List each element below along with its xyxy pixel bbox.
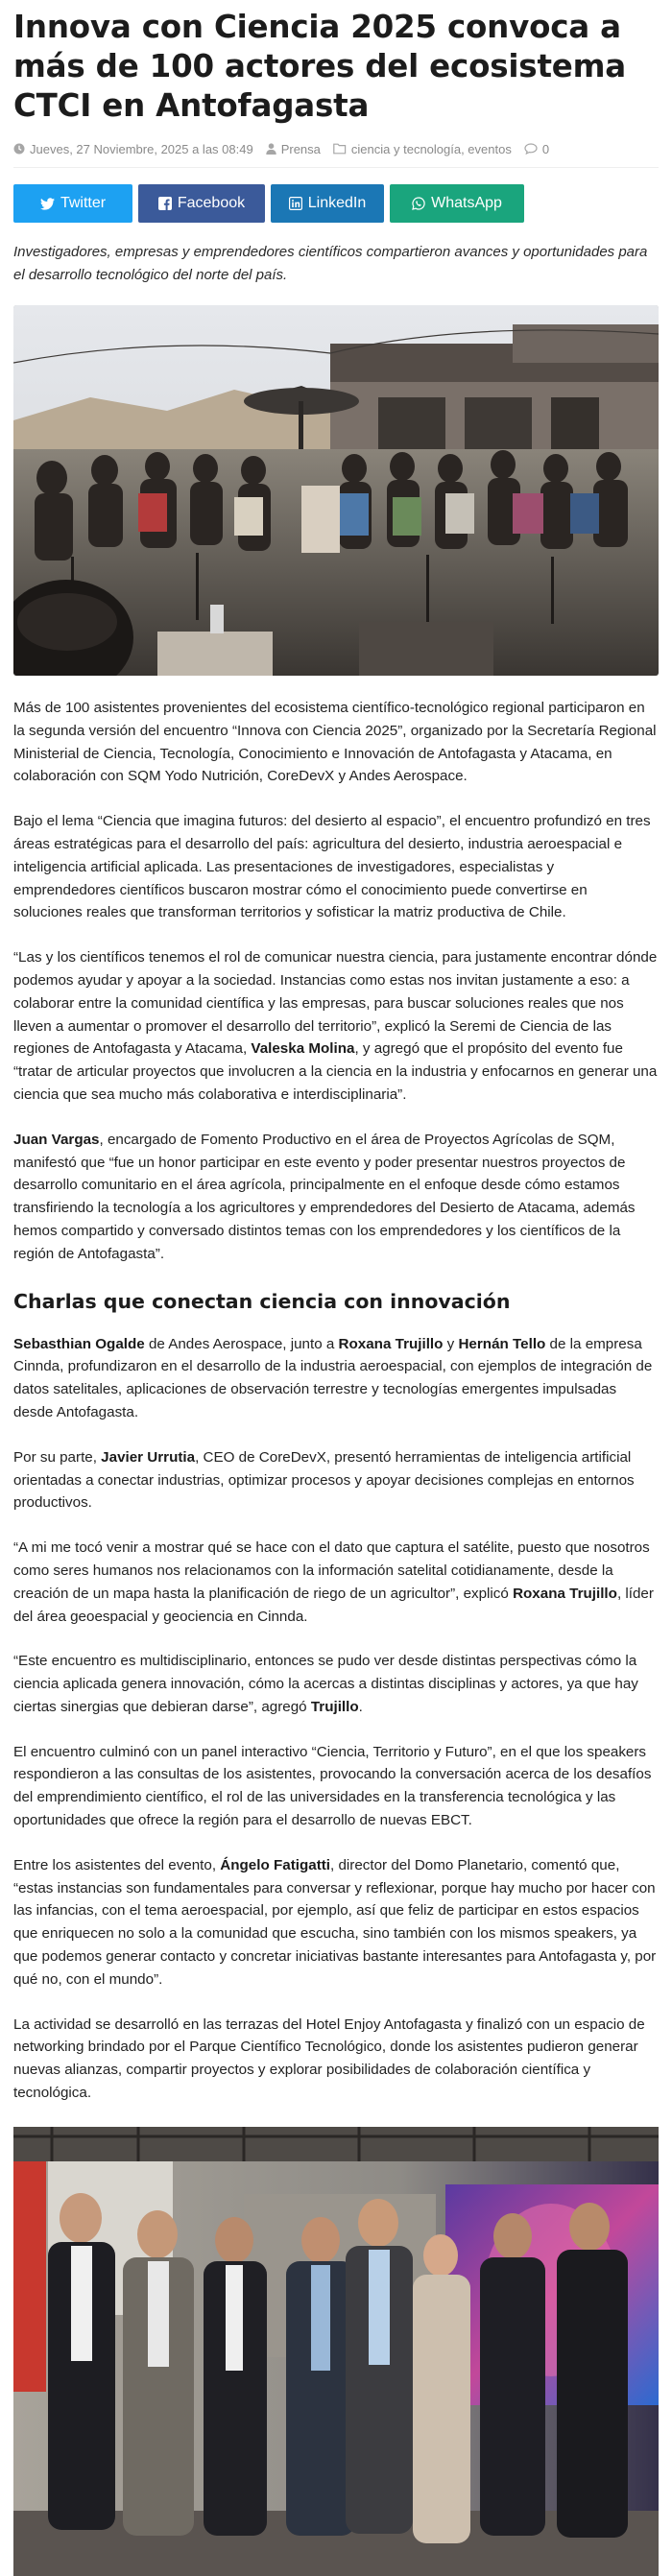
whatsapp-label: WhatsApp bbox=[431, 195, 502, 211]
article bbox=[0, 8, 672, 2576]
meta-categories[interactable] bbox=[333, 142, 512, 156]
p10-text-b: , director del Domo Planetario, comentó que, “estas instancias son fundamentales para conversar y reflexionar, porque hay mucho por hacer con las infancias, con el tema aeroespacial, por ejemplo, así que feliz de participar en estos espacios que enriquecen no solo a la comunidad que escucha, sino también con los mismos speakers, ya que podemos generar contacto y concretar iniciativas bastante interesantes para Antofagasta y, por qué no, con el mundo”. bbox=[13, 1856, 657, 1988]
meta-comments-count[interactable]: 0 bbox=[541, 141, 550, 156]
share-buttons bbox=[13, 184, 659, 223]
name-sebasthian-ogalde: Sebasthian Ogalde bbox=[13, 1335, 145, 1352]
facebook-share-button[interactable] bbox=[138, 184, 265, 223]
meta-author-text[interactable]: Prensa bbox=[280, 141, 321, 156]
name-valeska-molina: Valeska Molina bbox=[251, 1040, 355, 1058]
p3-text-b: , y agregó que el propósito del evento fue “tratar de articular proyectos que involucren a la ciencia en la industria y enfocarnos en generar una ciencia que sea mucho más colaborativa e interdisciplinaria”. bbox=[13, 1040, 658, 1103]
article-title: Innova con Ciencia 2025 convoca a más de 100 actores del ecosistema CTCI en Antofagasta bbox=[13, 9, 627, 124]
paragraph-3 bbox=[13, 946, 659, 1107]
facebook-icon bbox=[158, 197, 172, 210]
clock-icon bbox=[13, 143, 25, 155]
paragraph-11: La actividad se desarrolló en las terrazas del Hotel Enjoy Antofagasta y finalizó con un espacio de networking brindado por el Parque Científico Tecnológico, donde los asistentes pudieron generar nuevas alianzas, compartir proyectos y explorar posibilidades de colaboración científica y tecnológica. bbox=[13, 2015, 645, 2102]
meta-divider bbox=[13, 167, 659, 168]
event-audience-photo bbox=[13, 305, 659, 676]
p8-text-b: . bbox=[358, 1698, 363, 1715]
article-body bbox=[13, 697, 659, 2105]
twitter-share-button[interactable] bbox=[13, 184, 132, 223]
name-roxana-trujillo-2: Roxana Trujillo bbox=[513, 1585, 617, 1602]
folder-icon bbox=[333, 143, 347, 155]
p5-text-c: de la empresa Cinnda, profundizaron en el desarrollo de la industria aeroespacial, con ejemplos de integración de datos satelitales, aplicaciones de observación terrestre y tecnologías emergentes impulsadas desde Antofagasta. bbox=[13, 1335, 653, 1420]
name-angelo-fatigatti: Ángelo Fatigatti bbox=[220, 1856, 331, 1873]
p6-text-b: , CEO de CoreDevX, presentó herramientas de inteligencia artificial orientadas a conectar industrias, optimizar procesos y apoyar decisiones complejas en entornos productivos. bbox=[13, 1448, 635, 1512]
name-roxana-trujillo: Roxana Trujillo bbox=[338, 1335, 444, 1352]
speakers-group-photo bbox=[13, 2127, 659, 2576]
linkedin-label: LinkedIn bbox=[307, 195, 367, 211]
paragraph-10 bbox=[13, 1854, 659, 1992]
p5-text-b: y bbox=[443, 1335, 459, 1352]
whatsapp-share-button[interactable] bbox=[390, 184, 524, 223]
user-icon bbox=[266, 143, 276, 155]
p3-text-a: “Las y los científicos tenemos el rol de comunicar nuestra ciencia, para justamente encontrar dónde podemos ayudar y apoyar a la sociedad. Instancias como estas nos invitan justamente a eso: a colaborar entre la comunidad científica y las empresas, para buscar soluciones reales que nos lleven a aumentar o promover el desarrollo del territorio”, explicó la Seremi de Ciencia de las regiones de Antofagasta y Atacama, bbox=[13, 949, 658, 1058]
article-lead: Investigadores, empresas y emprendedores científicos compartieron avances y oportunidades para el desarrollo tecnológico del norte del país. bbox=[13, 244, 648, 283]
name-javier-urrutia: Javier Urrutia bbox=[101, 1448, 196, 1466]
paragraph-1: Más de 100 asistentes provenientes del ecosistema científico-tecnológico regional participaron en la segunda versión del encuentro “Innova con Ciencia 2025”, organizado por la Secretaría Regional Ministerial de Ciencia, Tecnología, Conocimiento e Innovación de Antofagasta y Atacama, en colaboración con SQM Yodo Nutrición, CoreDevX y Andes Aerospace. bbox=[13, 700, 657, 785]
meta-date-text: Jueves, 27 Noviembre, 2025 a las 08:49 bbox=[30, 141, 253, 156]
p6-text-a: Por su parte, bbox=[13, 1448, 102, 1466]
paragraph-8 bbox=[13, 1650, 659, 1718]
meta-categories-text[interactable]: ciencia y tecnología, eventos bbox=[350, 141, 512, 156]
paragraph-7 bbox=[13, 1537, 659, 1628]
paragraph-5 bbox=[13, 1333, 659, 1424]
twitter-icon bbox=[40, 198, 55, 210]
name-juan-vargas: Juan Vargas bbox=[13, 1131, 100, 1148]
meta-author[interactable] bbox=[266, 142, 321, 156]
article-meta bbox=[13, 140, 659, 157]
paragraph-6 bbox=[13, 1446, 659, 1515]
p8-text-a: “Este encuentro es multidisciplinario, entonces se pudo ver desde distintas perspectivas cómo la ciencia aplicada genera innovación, cómo la acercas a distintas disciplinas y actores, ya que hay ciertas sinergias que debieran darse”, agregó bbox=[13, 1653, 638, 1715]
p7-text-a: “A mi me tocó venir a mostrar qué se hace con el dato que captura el satélite, puesto que nosotros como seres humanos nos relacionamos con la información satelital cotidianamente, desde la creación de un mapa hasta la planificación de riego de un agricultor”, explicó bbox=[13, 1539, 650, 1602]
linkedin-icon bbox=[289, 197, 302, 210]
meta-comments[interactable] bbox=[524, 142, 549, 156]
name-trujillo: Trujillo bbox=[310, 1698, 359, 1715]
paragraph-4 bbox=[13, 1129, 659, 1266]
p7-text-b: , líder del área geoespacial y geociencia en Cinnda. bbox=[13, 1585, 654, 1625]
paragraph-2: Bajo el lema “Ciencia que imagina futuros: del desierto al espacio”, el encuentro profundizó en tres áreas estratégicas para el desarrollo del país: agricultura del desierto, industria aeroespacial e inteligencia artificial aplicada. Las presentaciones de investigadores, especialistas y emprendedores científicos buscaron mostrar cómo el conocimiento puede convertirse en soluciones reales que transforman territorios y sofisticar la matriz productiva de Chile. bbox=[13, 813, 651, 921]
meta-date bbox=[13, 142, 253, 156]
section-heading: Charlas que conectan ciencia con innovación bbox=[13, 1289, 511, 1313]
p4-text-a: , encargado de Fomento Productivo en el área de Proyectos Agrícolas de SQM, manifestó que “fue un honor participar en este evento y poder presentar nuestros proyectos de desarrollo comunitario en el área agrícola, principalmente en el enfoque desde cómo estamos transfiriendo la tecnología a los agricultores y emprendedores del Desierto de Atacama, además hemos compartido y conversado distintos temas con los emprendedores y los científicos de la región de Antofagasta”. bbox=[13, 1131, 636, 1262]
twitter-label: Twitter bbox=[60, 195, 107, 211]
name-hernan-tello: Hernán Tello bbox=[458, 1335, 546, 1352]
facebook-label: Facebook bbox=[177, 195, 246, 211]
paragraph-9: El encuentro culminó con un panel interactivo “Ciencia, Territorio y Futuro”, en el que los speakers respondieron a las consultas de los asistentes, provocando la conversación acerca de los desafíos del emprendimiento científico, el rol de las universidades en la transferencia tecnológica y las oportunidades que ofrece la región para el desarrollo de nuevas EBCT. bbox=[13, 1743, 652, 1829]
p5-text-a: de Andes Aerospace, junto a bbox=[144, 1335, 339, 1352]
p10-text-a: Entre los asistentes del evento, bbox=[13, 1856, 221, 1873]
whatsapp-icon bbox=[412, 197, 425, 210]
comment-icon bbox=[524, 143, 538, 155]
linkedin-share-button[interactable] bbox=[271, 184, 384, 223]
